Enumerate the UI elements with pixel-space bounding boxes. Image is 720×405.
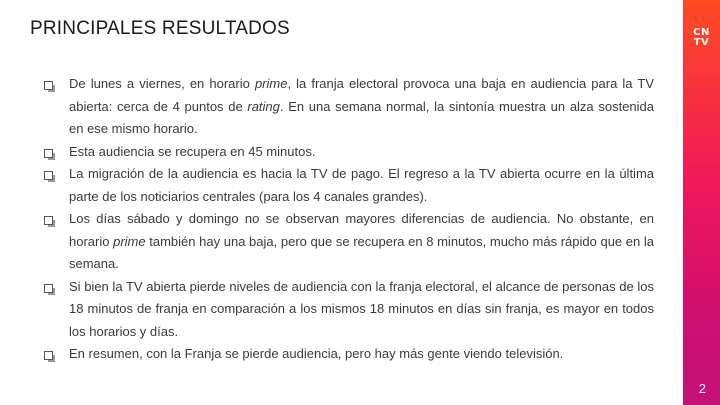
bullet-text: En resumen, con la Franja se pierde audiencia, pero hay más gente viendo televisión. [69, 346, 564, 361]
logo-line-1: CN [693, 27, 710, 38]
logo-line-2: TV [693, 37, 710, 48]
bullet-item-2 [44, 141, 654, 164]
bullet-text: Los días sábado y domingo no se observan mayores diferencias de audiencia. No obstante, en horario [69, 211, 654, 249]
bullet-emphasis: prime [254, 76, 288, 91]
bullet-item-1 [44, 73, 654, 141]
bullet-text: La migración de la audiencia es hacia la TV de pago. El regreso a la TV abierta ocurre en la última parte de los noticiarios centrales (para los 4 canales grandes). [69, 166, 654, 204]
square-bullet-icon [44, 351, 53, 360]
square-bullet-icon [44, 171, 53, 180]
bullet-emphasis: rating [247, 98, 280, 114]
slide-title: PRINCIPALES RESULTADOS [30, 18, 290, 39]
square-bullet-icon [44, 216, 53, 225]
bullet-emphasis: prime [113, 233, 146, 249]
square-bullet-icon [44, 149, 53, 158]
bullet-text: De lunes a viernes, en horario [69, 76, 255, 91]
bullet-text: . En una semana normal, la sintonía muestra un alza sostenida en ese mismo horario. [69, 98, 654, 136]
page-number: 2 [698, 381, 706, 396]
brand-side-band [683, 0, 720, 405]
bullet-text: , la franja electoral provoca una baja en audiencia para la TV abierta: cerca de 4 puntos de [69, 76, 655, 114]
bullet-text: también hay una baja, pero que se recupera en 8 minutos, mucho más rápido que en la semana. [69, 233, 655, 271]
cntv-logo [688, 28, 715, 48]
bullet-text: Si bien la TV abierta pierde niveles de audiencia con la franja electoral, el alcance de personas de los 18 minutos de franja en comparación a los mismos 18 minutos en días sin franja, es mayor en todos los horarios y días. [69, 278, 654, 339]
bullet-item-3 [44, 163, 654, 208]
square-bullet-icon [44, 284, 53, 293]
results-bullet-list [44, 73, 654, 366]
bullet-item-5 [44, 276, 654, 344]
bullet-item-6 [44, 343, 654, 366]
bullet-text: Esta audiencia se recupera en 45 minutos. [69, 143, 316, 159]
bullet-item-4 [44, 208, 654, 276]
square-bullet-icon [44, 81, 53, 90]
